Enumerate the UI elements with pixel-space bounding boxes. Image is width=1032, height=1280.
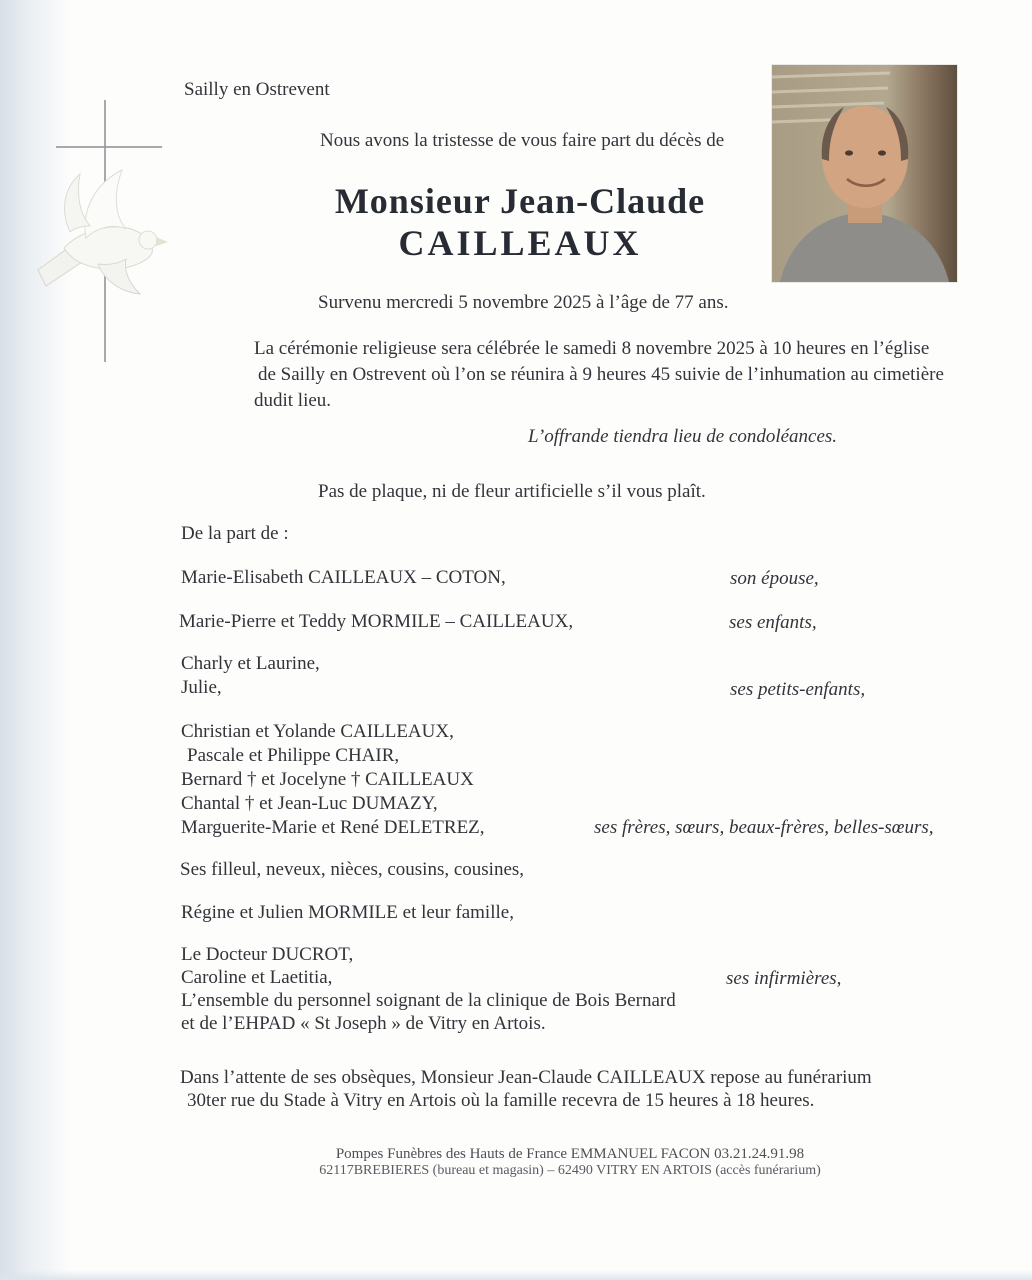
- ceremony-paragraph: [254, 336, 944, 414]
- ceremony-line-2: de Sailly en Ostrevent où l’on se réunira à 9 heures 45 suivie de l’inhumation au cimetière: [258, 364, 944, 385]
- footer-line2: 62117BREBIERES (bureau et magasin) – 62490 VITRY EN ARTOIS (accès funérarium): [319, 1163, 821, 1178]
- scan-edge-bottom: [0, 1270, 1032, 1280]
- family-row1-relation: son épouse,: [730, 568, 819, 589]
- death-line: Survenu mercredi 5 novembre 2025 à l’âge de 77 ans.: [318, 292, 729, 313]
- ceremony-line-3: dudit lieu.: [254, 390, 332, 411]
- closing-line1: Dans l’attente de ses obsèques, Monsieur Jean-Claude CAILLEAUX repose au funérarium: [180, 1067, 872, 1088]
- family-row4-names-line1: Christian et Yolande CAILLEAUX,: [181, 721, 454, 742]
- deceased-name: [180, 180, 860, 264]
- family-row2-names: Marie-Pierre et Teddy MORMILE – CAILLEAUX,: [179, 611, 574, 632]
- family-row4-relation: ses frères, sœurs, beaux-frères, belles-sœurs,: [594, 817, 934, 838]
- family-row1-names: Marie-Elisabeth CAILLEAUX – COTON,: [181, 567, 506, 588]
- dove-icon: [28, 162, 176, 314]
- family-row7-names-line1: Le Docteur DUCROT,: [181, 944, 354, 965]
- family-row4-names-line5: Marguerite-Marie et René DELETREZ,: [181, 817, 485, 838]
- intro-text: Nous avons la tristesse de vous faire part du décès de: [320, 130, 725, 151]
- cross-icon: [56, 146, 162, 148]
- family-row5-names: Ses filleul, neveux, nièces, cousins, cousines,: [180, 859, 525, 880]
- family-row7-names-line2: Caroline et Laetitia,: [181, 967, 333, 988]
- location-text: Sailly en Ostrevent: [184, 79, 330, 100]
- family-row7-relation: ses infirmières,: [726, 968, 842, 989]
- no-flowers-text: Pas de plaque, ni de fleur artificielle s’il vous plaît.: [318, 481, 706, 502]
- deceased-name-line2: CAILLEAUX: [398, 223, 642, 263]
- closing-line2: 30ter rue du Stade à Vitry en Artois où la famille recevra de 15 heures à 18 heures.: [187, 1090, 815, 1111]
- family-row4-names-line4: Chantal † et Jean-Luc DUMAZY,: [181, 793, 438, 814]
- deceased-name-line1: Monsieur Jean-Claude: [334, 181, 706, 221]
- family-row6-names: Régine et Julien MORMILE et leur famille,: [181, 902, 514, 923]
- ceremony-line-1: La cérémonie religieuse sera célébrée le samedi 8 novembre 2025 à 10 heures en l’église: [254, 338, 930, 359]
- offering-text: L’offrande tiendra lieu de condoléances.: [528, 426, 838, 447]
- family-row2-relation: ses enfants,: [729, 612, 817, 633]
- footer: [108, 1146, 1032, 1179]
- family-row3-names-line1: Charly et Laurine,: [181, 653, 320, 674]
- family-row4-names-line3: Bernard † et Jocelyne † CAILLEAUX: [181, 769, 474, 790]
- from-label: De la part de :: [181, 523, 289, 544]
- footer-line1: Pompes Funèbres des Hauts de France EMMANUEL FACON 03.21.24.91.98: [335, 1146, 805, 1162]
- family-row4-names-line2: Pascale et Philippe CHAIR,: [187, 745, 400, 766]
- family-row7-names-line3: L’ensemble du personnel soignant de la clinique de Bois Bernard: [181, 990, 676, 1011]
- family-row7-names-line4: et de l’EHPAD « St Joseph » de Vitry en Artois.: [181, 1013, 546, 1034]
- family-row3-names-line2: Julie,: [181, 677, 222, 698]
- family-row3-relation: ses petits-enfants,: [730, 679, 866, 700]
